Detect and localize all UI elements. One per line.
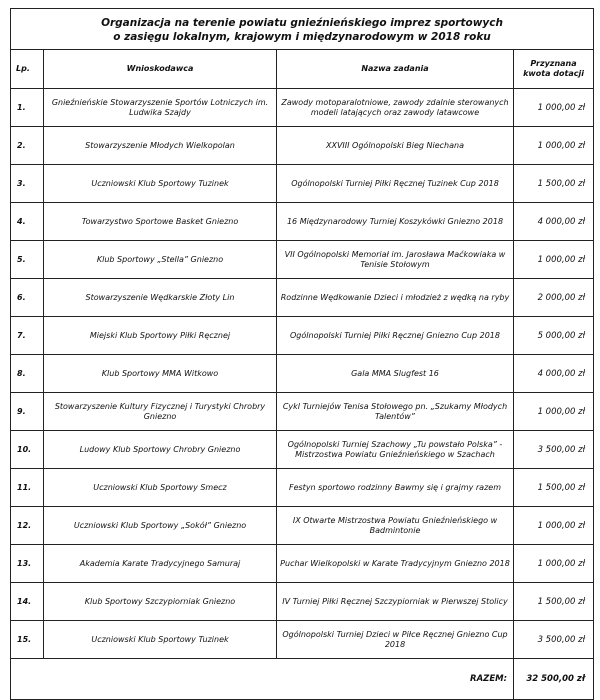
cell-task: 16 Międzynarodowy Turniej Koszykówki Gniezno 2018: [277, 203, 514, 241]
cell-lp: 3.: [11, 165, 44, 203]
cell-task: IV Turniej Piłki Ręcznej Szczypiorniak w Pierwszej Stolicy: [277, 583, 514, 621]
table-row: [11, 355, 594, 393]
total-amount: 32 500,00 zł: [514, 659, 594, 700]
title-line-1: Organizacja na terenie powiatu gnieźnieńskiego imprez sportowych: [101, 17, 503, 29]
cell-applicant: Akademia Karate Tradycyjnego Samuraj: [44, 545, 277, 583]
cell-lp: 10.: [11, 431, 44, 469]
cell-task: Zawody motoparalotniowe, zawody zdalnie sterowanych modeli latających oraz zawody latawcowe: [277, 89, 514, 127]
table-row: [11, 279, 594, 317]
cell-applicant: Klub Sportowy „Stella” Gniezno: [44, 241, 277, 279]
cell-task: Festyn sportowo rodzinny Bawmy się i grajmy razem: [277, 469, 514, 507]
cell-applicant: Stowarzyszenie Kultury Fizycznej i Turystyki Chrobry Gniezno: [44, 393, 277, 431]
table-row: [11, 393, 594, 431]
table-row: [11, 507, 594, 545]
cell-amount: 1 500,00 zł: [514, 583, 594, 621]
cell-task: Puchar Wielkopolski w Karate Tradycyjnym Gniezno 2018: [277, 545, 514, 583]
cell-applicant: Uczniowski Klub Sportowy Tuzinek: [44, 621, 277, 659]
cell-applicant: Towarzystwo Sportowe Basket Gniezno: [44, 203, 277, 241]
table-row: [11, 621, 594, 659]
cell-task: IX Otwarte Mistrzostwa Powiatu Gnieźnieńskiego w Badmintonie: [277, 507, 514, 545]
cell-amount: 1 000,00 zł: [514, 89, 594, 127]
cell-task: XXVIII Ogólnopolski Bieg Niechana: [277, 127, 514, 165]
cell-task: Ogólnopolski Turniej Dzieci w Piłce Ręcznej Gniezno Cup 2018: [277, 621, 514, 659]
cell-lp: 6.: [11, 279, 44, 317]
table-row: [11, 317, 594, 355]
grants-table: [10, 8, 594, 700]
table-row: [11, 545, 594, 583]
cell-amount: 1 000,00 zł: [514, 545, 594, 583]
cell-task: Ogólnopolski Turniej Piłki Ręcznej Gniezno Cup 2018: [277, 317, 514, 355]
header-applicant: Wnioskodawca: [44, 50, 277, 89]
cell-amount: 3 500,00 zł: [514, 621, 594, 659]
cell-applicant: Stowarzyszenie Wędkarskie Złoty Lin: [44, 279, 277, 317]
cell-lp: 7.: [11, 317, 44, 355]
cell-lp: 11.: [11, 469, 44, 507]
table-body: [11, 89, 594, 700]
cell-task: Ogólnopolski Turniej Szachowy „Tu powstało Polska” - Mistrzostwa Powiatu Gnieźnieńskiego w Szachach: [277, 431, 514, 469]
cell-amount: 3 500,00 zł: [514, 431, 594, 469]
cell-applicant: Klub Sportowy MMA Witkowo: [44, 355, 277, 393]
cell-lp: 1.: [11, 89, 44, 127]
cell-lp: 14.: [11, 583, 44, 621]
cell-lp: 15.: [11, 621, 44, 659]
table-row: [11, 469, 594, 507]
cell-lp: 8.: [11, 355, 44, 393]
cell-lp: 4.: [11, 203, 44, 241]
cell-applicant: Miejski Klub Sportowy Piłki Ręcznej: [44, 317, 277, 355]
cell-amount: 4 000,00 zł: [514, 203, 594, 241]
cell-amount: 2 000,00 zł: [514, 279, 594, 317]
header-amount: Przyznana kwota dotacji: [514, 50, 594, 89]
cell-amount: 1 500,00 zł: [514, 165, 594, 203]
cell-applicant: Gnieźnieńskie Stowarzyszenie Sportów Lotniczych im. Ludwika Szajdy: [44, 89, 277, 127]
cell-lp: 13.: [11, 545, 44, 583]
header-lp: Lp.: [11, 50, 44, 89]
cell-applicant: Uczniowski Klub Sportowy „Sokół” Gniezno: [44, 507, 277, 545]
cell-amount: 1 000,00 zł: [514, 393, 594, 431]
title-line-2: o zasięgu lokalnym, krajowym i międzynarodowym w 2018 roku: [113, 31, 491, 43]
table-row: [11, 203, 594, 241]
table-row: [11, 89, 594, 127]
document-sheet: [10, 8, 593, 700]
cell-task: Gala MMA Slugfest 16: [277, 355, 514, 393]
cell-task: Cykl Turniejów Tenisa Stołowego pn. „Szukamy Młodych Talentów”: [277, 393, 514, 431]
table-row: [11, 431, 594, 469]
cell-amount: 1 000,00 zł: [514, 507, 594, 545]
table-row: [11, 241, 594, 279]
cell-task: Ogólnopolski Turniej Piłki Ręcznej Tuzinek Cup 2018: [277, 165, 514, 203]
cell-lp: 9.: [11, 393, 44, 431]
cell-amount: 1 000,00 zł: [514, 127, 594, 165]
cell-amount: 1 000,00 zł: [514, 241, 594, 279]
table-title: [11, 9, 594, 50]
cell-applicant: Uczniowski Klub Sportowy Smecz: [44, 469, 277, 507]
cell-applicant: Klub Sportowy Szczypiorniak Gniezno: [44, 583, 277, 621]
cell-applicant: Stowarzyszenie Młodych Wielkopolan: [44, 127, 277, 165]
header-row: [11, 50, 594, 89]
table-row: [11, 583, 594, 621]
total-label: RAZEM:: [11, 659, 514, 700]
cell-applicant: Ludowy Klub Sportowy Chrobry Gniezno: [44, 431, 277, 469]
table-row: [11, 165, 594, 203]
cell-lp: 5.: [11, 241, 44, 279]
cell-amount: 4 000,00 zł: [514, 355, 594, 393]
total-row: [11, 659, 594, 700]
cell-lp: 2.: [11, 127, 44, 165]
header-task: Nazwa zadania: [277, 50, 514, 89]
cell-amount: 5 000,00 zł: [514, 317, 594, 355]
cell-task: Rodzinne Wędkowanie Dzieci i młodzież z wędką na ryby: [277, 279, 514, 317]
cell-lp: 12.: [11, 507, 44, 545]
table-row: [11, 127, 594, 165]
cell-amount: 1 500,00 zł: [514, 469, 594, 507]
cell-applicant: Uczniowski Klub Sportowy Tuzinek: [44, 165, 277, 203]
cell-task: VII Ogólnopolski Memoriał im. Jarosława Maćkowiaka w Tenisie Stołowym: [277, 241, 514, 279]
